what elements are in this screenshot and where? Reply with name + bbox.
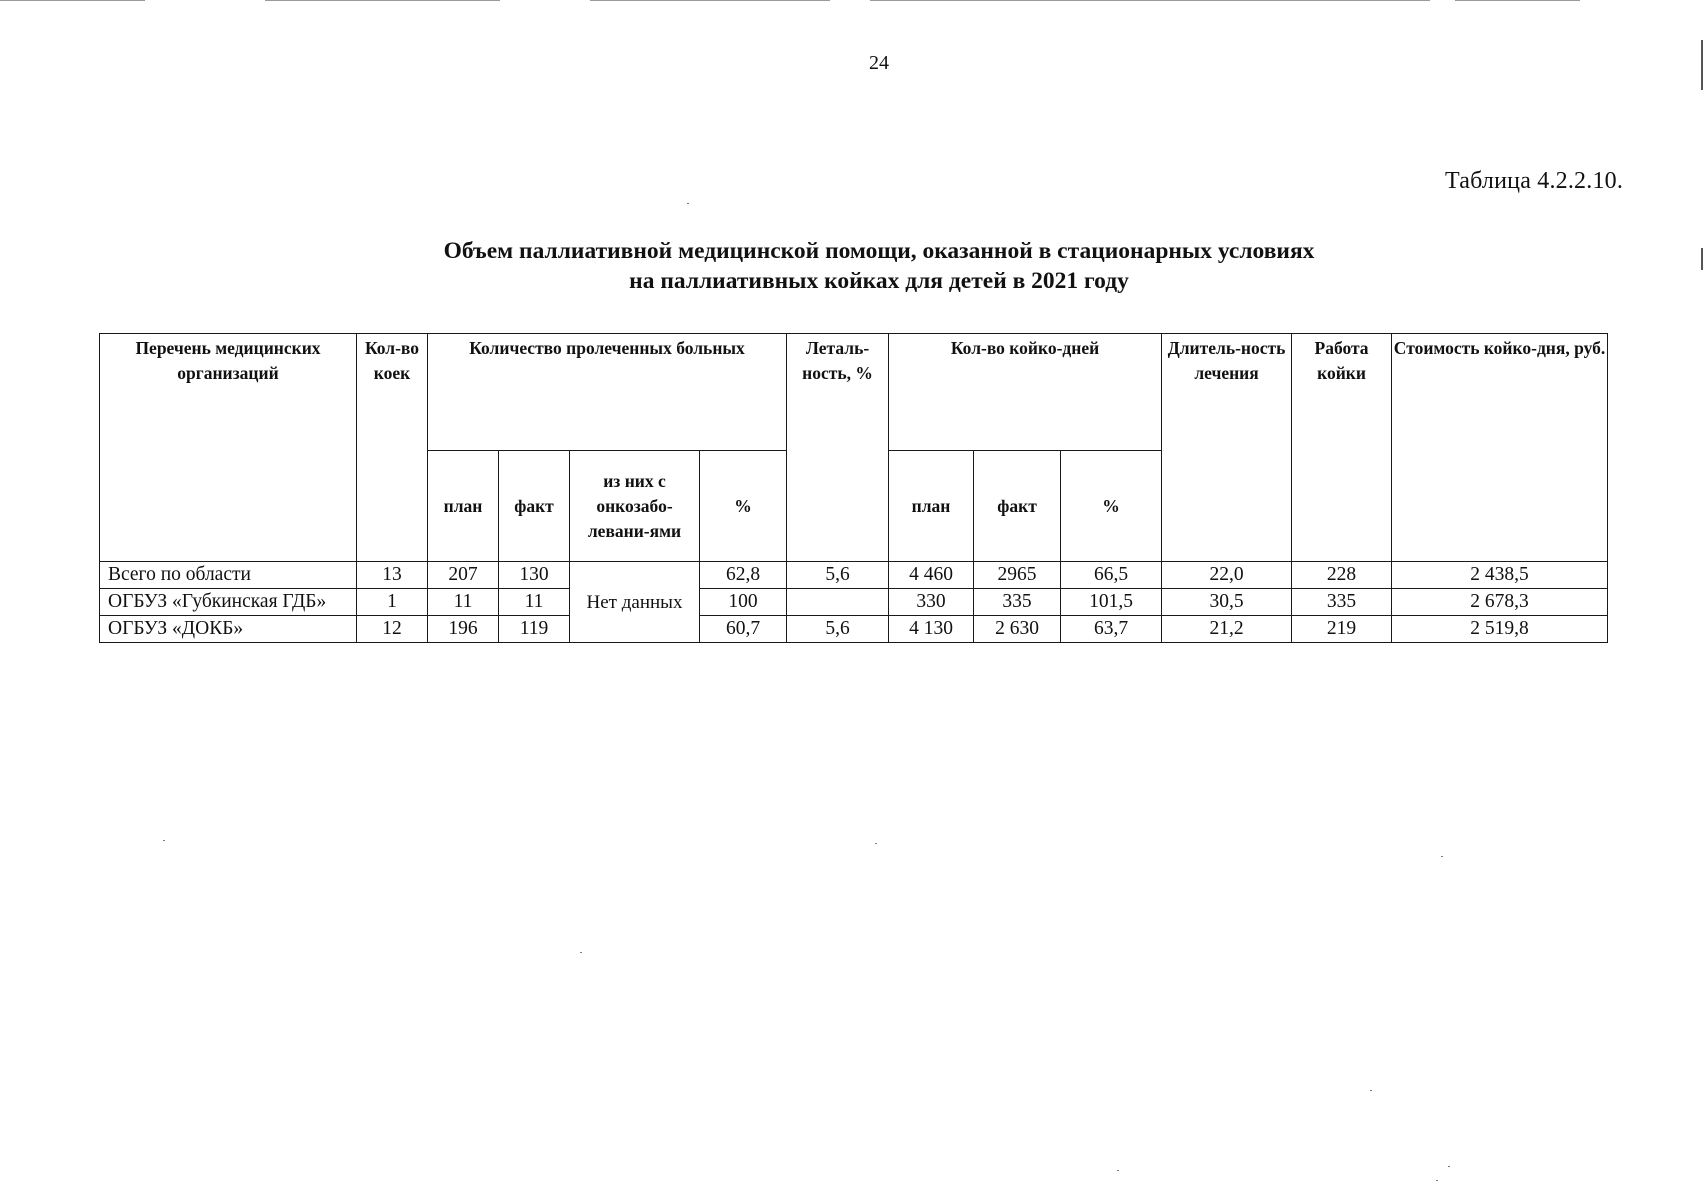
- cell-fact: 130: [499, 562, 570, 589]
- cell-lethality: 5,6: [787, 616, 889, 643]
- cell-pct: 62,8: [700, 562, 787, 589]
- cell-org: Всего по области: [100, 562, 357, 589]
- scan-edge-line: [1455, 0, 1580, 1]
- cell-beds: 12: [357, 616, 428, 643]
- table-caption: Таблица 4.2.2.10.: [1445, 168, 1624, 194]
- cell-beddays-pct: 63,7: [1061, 616, 1162, 643]
- cell-cost: 2 519,8: [1392, 616, 1608, 643]
- header-beddays-group: Кол-во койко-дней: [889, 334, 1162, 451]
- document-title: [0, 236, 1705, 296]
- cell-pct: 60,7: [700, 616, 787, 643]
- header-lethality: Леталь-ность, %: [787, 334, 889, 451]
- header-row-main: [100, 334, 1608, 451]
- cell-bed-work: 335: [1292, 589, 1392, 616]
- header-duration: Длитель-ность лечения: [1162, 334, 1292, 562]
- cell-beddays-fact: 2965: [974, 562, 1061, 589]
- cell-cost: 2 678,3: [1392, 589, 1608, 616]
- header-treated-onco: из них с онкозабо-левани-ями: [570, 451, 700, 562]
- palliative-care-table: [99, 333, 1608, 643]
- cell-plan: 196: [428, 616, 499, 643]
- cell-duration: 22,0: [1162, 562, 1292, 589]
- cell-beddays-plan: 330: [889, 589, 974, 616]
- cell-lethality: [787, 589, 889, 616]
- header-lethality-sub: [787, 451, 889, 562]
- header-treated-pct: %: [700, 451, 787, 562]
- scan-speck: [687, 203, 689, 204]
- header-beddays-plan: план: [889, 451, 974, 562]
- scan-speck: [1117, 1170, 1119, 1171]
- header-cost: Стоимость койко-дня, руб.: [1392, 334, 1608, 562]
- cell-beddays-plan: 4 130: [889, 616, 974, 643]
- cell-duration: 30,5: [1162, 589, 1292, 616]
- header-org-list: Перечень медицинских организаций: [100, 334, 357, 562]
- scan-speck: [1436, 1180, 1438, 1181]
- cell-plan: 207: [428, 562, 499, 589]
- scan-speck: [163, 840, 165, 841]
- table-row: [100, 616, 1608, 643]
- cell-beddays-plan: 4 460: [889, 562, 974, 589]
- header-bed-work: Работа койки: [1292, 334, 1392, 562]
- header-beddays-pct: %: [1061, 451, 1162, 562]
- cell-beddays-pct: 101,5: [1061, 589, 1162, 616]
- cell-lethality: 5,6: [787, 562, 889, 589]
- title-line: на паллиативных койках для детей в 2021 году: [629, 268, 1129, 294]
- table-row: [100, 589, 1608, 616]
- scan-speck: [1370, 1090, 1372, 1091]
- scan-edge-line: [265, 0, 500, 1]
- scan-edge-line: [0, 0, 145, 1]
- header-treated-plan: план: [428, 451, 499, 562]
- cell-beddays-fact: 2 630: [974, 616, 1061, 643]
- scan-speck: [1441, 856, 1443, 857]
- cell-beds: 1: [357, 589, 428, 616]
- page-number: 24: [869, 52, 889, 74]
- cell-fact: 119: [499, 616, 570, 643]
- cell-fact: 11: [499, 589, 570, 616]
- cell-pct: 100: [700, 589, 787, 616]
- scan-speck: [875, 843, 877, 844]
- scan-speck: [580, 952, 582, 953]
- cell-duration: 21,2: [1162, 616, 1292, 643]
- cell-bed-work: 219: [1292, 616, 1392, 643]
- cell-org: ОГБУЗ «ДОКБ»: [100, 616, 357, 643]
- scan-speck: [1448, 1166, 1450, 1167]
- header-beds: Кол-во коек: [357, 334, 428, 562]
- cell-onco-no-data: Нет данных: [570, 562, 700, 643]
- title-line: Объем паллиативной медицинской помощи, оказанной в стационарных условиях: [443, 238, 1315, 264]
- cell-beddays-pct: 66,5: [1061, 562, 1162, 589]
- cell-bed-work: 228: [1292, 562, 1392, 589]
- cell-beddays-fact: 335: [974, 589, 1061, 616]
- header-beddays-fact: факт: [974, 451, 1061, 562]
- cell-beds: 13: [357, 562, 428, 589]
- table-row: [100, 562, 1608, 589]
- cell-org: ОГБУЗ «Губкинская ГДБ»: [100, 589, 357, 616]
- cell-plan: 11: [428, 589, 499, 616]
- scan-edge-line: [870, 0, 1430, 1]
- header-treated-group: Количество пролеченных больных: [428, 334, 787, 451]
- cell-cost: 2 438,5: [1392, 562, 1608, 589]
- scan-edge-line: [590, 0, 830, 1]
- header-treated-fact: факт: [499, 451, 570, 562]
